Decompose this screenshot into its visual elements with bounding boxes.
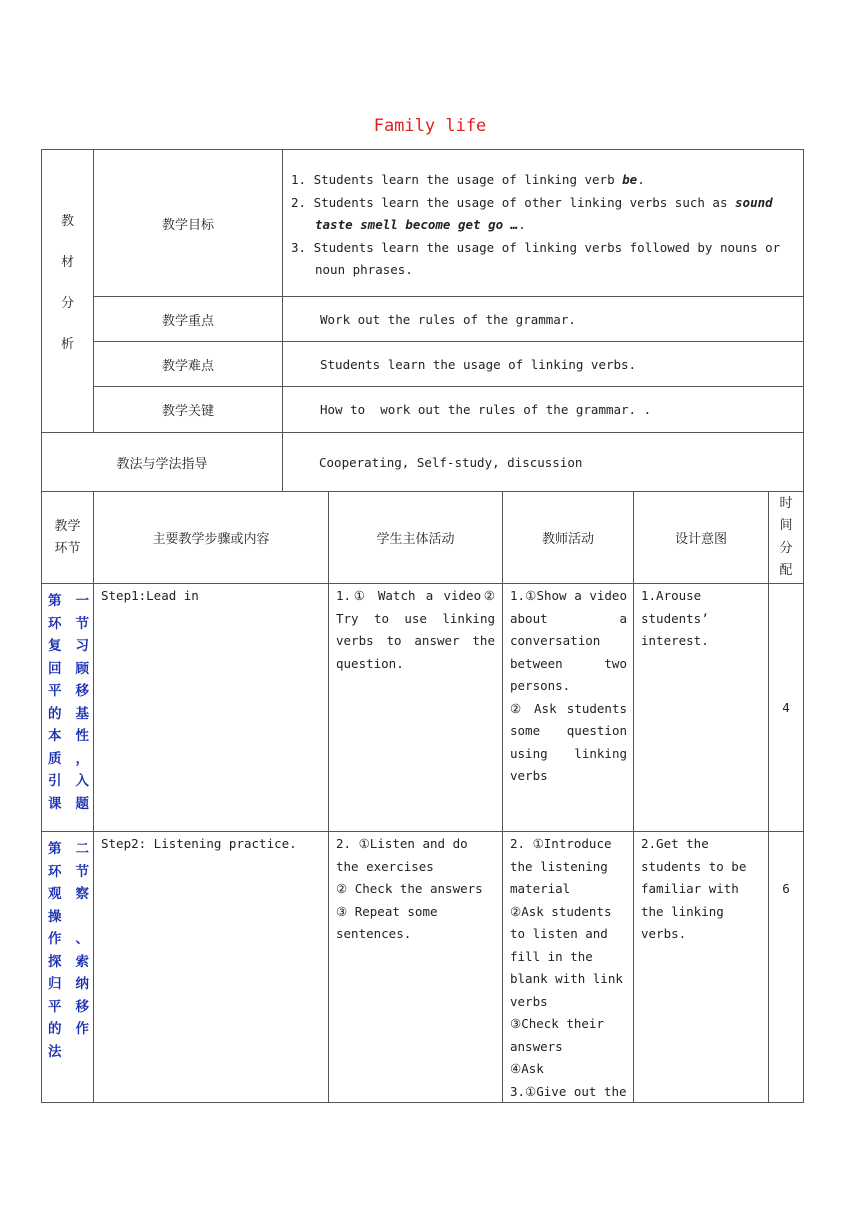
stage-student-line: 1.① Watch a video② Try to use linking verbs to answer the question.	[336, 588, 495, 671]
stage-2-step: Step2: Listening practice.	[101, 836, 297, 851]
header-steps	[93, 491, 329, 584]
header-steps-text: 主要教学步骤或内容	[152, 532, 270, 547]
stage-teacher-line: 3.①Give out the	[510, 1083, 627, 1099]
stage-student-line: ② Check the answers	[336, 881, 483, 896]
stage-label-line: 课题	[48, 795, 89, 812]
stage-1-design-cell	[633, 583, 769, 832]
stage-2-time: 6	[782, 881, 790, 896]
analysis-label-char: 析	[60, 337, 74, 352]
analysis-label	[42, 210, 93, 352]
stage-label-line: 探索	[48, 953, 89, 970]
stage-label-line: 引入	[48, 773, 89, 789]
stage-1-label	[41, 583, 94, 832]
objectives-list	[291, 169, 797, 282]
methods-content-cell	[282, 432, 804, 492]
analysis-label-char: 分	[60, 296, 74, 311]
methods-label: 教法与学法指导	[116, 456, 208, 472]
stage-1-step: Step1:Lead in	[101, 588, 199, 603]
analysis-label-cell	[41, 149, 94, 433]
stage-label-line: 本性	[48, 728, 89, 744]
objectives-content-cell	[282, 149, 804, 297]
key-label-cell	[93, 386, 283, 433]
stage-design-line: 2.Get the students to be familiar with the linking verbs.	[641, 836, 747, 941]
header-teacher	[502, 491, 634, 584]
stage-2-teacher-cell	[502, 831, 634, 1103]
stage-1-time-cell	[768, 583, 804, 832]
stage-label-line: 法	[48, 1043, 62, 1060]
stage-label-line: 作、	[48, 931, 89, 947]
stage-label-line: 操	[48, 908, 62, 925]
stage-label-line: 第一	[48, 593, 89, 609]
objective-item: 3. Students learn the usage of linking verbs followed by nouns or noun phrases.	[291, 239, 781, 277]
header-time-text: 时 间 分 配	[779, 495, 793, 578]
difficulty-content-cell	[282, 341, 804, 387]
stage-label-line: 环节	[48, 615, 89, 632]
stage-1-design	[641, 585, 762, 653]
stage-teacher-line: ④Ask	[510, 1061, 544, 1076]
header-student-text: 学生主体活动	[376, 532, 455, 547]
stage-label-line: 观察	[48, 886, 89, 902]
stage-teacher-line: ② Ask students some question using linking verbs	[510, 700, 627, 783]
keypoint-content-cell	[282, 296, 804, 342]
stage-2-step-cell	[93, 831, 329, 1103]
key-label: 教学关键	[161, 404, 214, 419]
stage-2-design	[641, 833, 762, 946]
header-student	[328, 491, 503, 584]
stage-label-line: 平移	[48, 683, 89, 699]
stage-2-student-cell	[328, 831, 503, 1103]
stage-teacher-line: 2. ①Introduce the listening material	[510, 836, 612, 896]
stage-1-step-cell	[93, 583, 329, 832]
stage-label-line: 质，	[48, 750, 89, 767]
stage-1-teacher	[510, 585, 627, 788]
difficulty-label: 教学难点	[161, 358, 214, 374]
stage-teacher-line: ②Ask students to listen and fill in the blank with link verbs	[510, 903, 623, 1009]
stage-label-line: 平移	[48, 998, 89, 1015]
objective-item: 1. Students learn the usage of linking verb be.	[291, 172, 645, 187]
stage-label-line: 第二	[48, 841, 89, 857]
header-design-text: 设计意图	[674, 532, 727, 547]
stage-teacher-line: 1.①Show a video about a conversation between two persons.	[510, 588, 627, 693]
stage-student-line: ③ Repeat some sentences.	[336, 903, 438, 941]
header-teacher-text: 教师活动	[541, 532, 594, 547]
keypoint-label-cell	[93, 296, 283, 342]
key-content-cell	[282, 386, 804, 433]
objective-emphasis: sound taste smell become get go …	[315, 194, 773, 232]
header-stage-text: 教学 环节	[54, 518, 81, 556]
header-design	[633, 491, 769, 584]
keypoint-label: 教学重点	[161, 313, 214, 329]
keypoint-content: Work out the rules of the grammar.	[320, 311, 576, 327]
stage-teacher-line: ③Check their answers	[510, 1016, 604, 1054]
objective-item: 2. Students learn the usage of other linking verbs such as sound taste smell become get go ….	[291, 194, 773, 232]
methods-content: Cooperating, Self-study, discussion	[319, 454, 583, 470]
objectives-label: 教学目标	[161, 217, 214, 233]
page-title: Family life	[373, 116, 487, 136]
stage-label-line: 复习	[48, 638, 89, 654]
methods-label-cell	[41, 432, 283, 492]
stage-design-line: 1.Arouse students’ interest.	[641, 588, 709, 648]
stage-1-time: 4	[782, 700, 790, 715]
analysis-label-char: 材	[60, 255, 74, 270]
stage-label-line: 的基	[48, 705, 89, 722]
stage-label-line: 归纳	[48, 976, 89, 992]
stage-1-student-cell	[328, 583, 503, 832]
stage-2-design-cell	[633, 831, 769, 1103]
analysis-label-char: 教	[60, 214, 74, 229]
key-content: How to work out the rules of the grammar. .	[320, 402, 652, 417]
objective-emphasis: be	[622, 172, 638, 187]
difficulty-content: Students learn the usage of linking verbs.	[320, 356, 637, 372]
header-time	[768, 491, 804, 584]
stage-label-line: 回顾	[48, 660, 89, 677]
stage-student-line: 2. ①Listen and do the exercises	[336, 836, 468, 874]
stage-2-student	[336, 833, 495, 946]
stage-label-line: 环节	[48, 863, 89, 880]
difficulty-label-cell	[93, 341, 283, 387]
header-stage	[41, 491, 94, 584]
stage-2-teacher	[510, 833, 629, 1103]
objectives-label-cell	[93, 149, 283, 297]
stage-1-teacher-cell	[502, 583, 634, 832]
stage-2-time-cell	[768, 831, 804, 1103]
stage-2-label	[41, 831, 94, 1103]
stage-1-student	[336, 585, 495, 675]
stage-label-line: 的作	[48, 1021, 89, 1037]
